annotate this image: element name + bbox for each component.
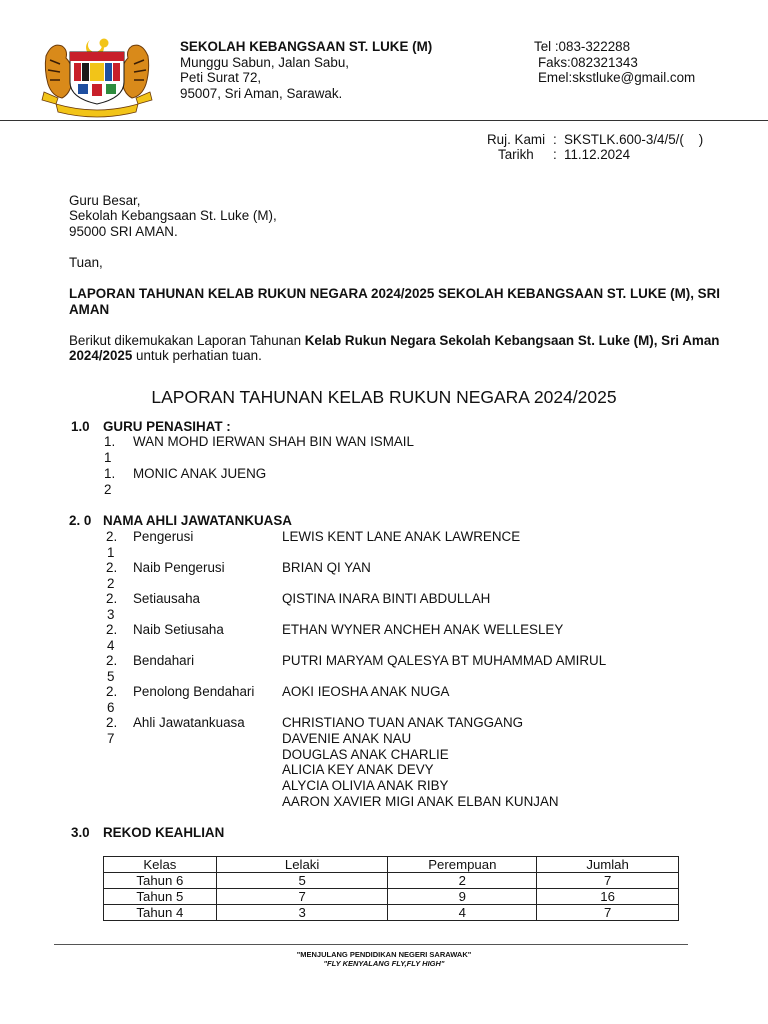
committee-4-role: Naib Setiusaha	[133, 622, 224, 637]
committee-5-subnum: 5	[107, 669, 115, 684]
committee-7-num: 2.	[106, 715, 118, 730]
committee-3-num: 2.	[106, 591, 118, 606]
table-row	[104, 889, 679, 905]
table-cell: Tahun 6	[104, 873, 217, 889]
table-cell: 9	[388, 889, 537, 905]
advisor-2-name: MONIC ANAK JUENG	[133, 466, 267, 481]
subject-line-1: LAPORAN TAHUNAN KELAB RUKUN NEGARA 2024/2025 SEKOLAH KEBANGSAAN ST. LUKE (M), SRI	[69, 286, 720, 301]
date-label: Tarikh	[498, 147, 534, 162]
committee-2-num: 2.	[106, 560, 118, 575]
committee-7-name-6: AARON XAVIER MIGI ANAK ELBAN KUNJAN	[282, 794, 559, 809]
section1-number: 1.0	[71, 419, 90, 434]
intro-line-1	[69, 333, 719, 349]
committee-7-name-1: CHRISTIANO TUAN ANAK TANGGANG	[282, 715, 524, 730]
intro-bold-year: 2024/2025	[69, 348, 133, 363]
school-name: SEKOLAH KEBANGSAAN ST. LUKE (M)	[180, 39, 433, 54]
section2-title: NAMA AHLI JAWATANKUASA	[103, 513, 292, 528]
advisor-1-name: WAN MOHD IERWAN SHAH BIN WAN ISMAIL	[133, 434, 414, 449]
footer-divider	[54, 944, 688, 945]
advisor-1-num: 1.	[104, 434, 116, 449]
fax: Faks:082321343	[538, 55, 638, 70]
membership-table	[103, 856, 679, 921]
table-header-cell: Lelaki	[216, 857, 388, 873]
table-cell: 7	[537, 905, 679, 921]
date-separator: :	[553, 147, 557, 162]
report-title: LAPORAN TAHUNAN KELAB RUKUN NEGARA 2024/2025	[151, 387, 617, 407]
recipient-line-3: 95000 SRI AMAN.	[69, 224, 178, 239]
table-header-row	[104, 857, 679, 873]
footer-slogan: "FLY KENYALANG FLY,FLY HIGH"	[323, 959, 445, 968]
section2-number: 2. 0	[69, 513, 92, 528]
intro-prefix: Berikut dikemukakan Laporan Tahunan	[69, 333, 305, 348]
header-divider	[0, 120, 768, 121]
address-line-1: Munggu Sabun, Jalan Sabu,	[180, 55, 349, 70]
table-row	[104, 905, 679, 921]
committee-6-name: AOKI IEOSHA ANAK NUGA	[282, 684, 450, 699]
committee-4-subnum: 4	[107, 638, 115, 653]
committee-1-name: LEWIS KENT LANE ANAK LAWRENCE	[282, 529, 521, 544]
email: Emel:skstluke@gmail.com	[538, 70, 696, 85]
committee-5-num: 2.	[106, 653, 118, 668]
reference-label: Ruj. Kami	[487, 132, 546, 147]
advisor-2-subnum: 2	[104, 482, 112, 497]
reference-separator: :	[553, 132, 557, 147]
committee-7-name-5: ALYCIA OLIVIA ANAK RIBY	[282, 778, 449, 793]
table-cell: 16	[537, 889, 679, 905]
committee-2-name: BRIAN QI YAN	[282, 560, 371, 575]
committee-3-role: Setiausaha	[133, 591, 201, 606]
committee-7-role: Ahli Jawatankuasa	[133, 715, 245, 730]
table-header-cell: Kelas	[104, 857, 217, 873]
table-cell: 7	[537, 873, 679, 889]
table-cell: Tahun 5	[104, 889, 217, 905]
committee-6-num: 2.	[106, 684, 118, 699]
recipient-line-2: Sekolah Kebangsaan St. Luke (M),	[69, 208, 277, 223]
table-cell: 7	[216, 889, 388, 905]
advisor-1-subnum: 1	[104, 450, 112, 465]
committee-5-name: PUTRI MARYAM QALESYA BT MUHAMMAD AMIRUL	[282, 653, 607, 668]
committee-1-subnum: 1	[107, 545, 115, 560]
committee-7-name-2: DAVENIE ANAK NAU	[282, 731, 412, 746]
table-row	[104, 873, 679, 889]
committee-3-name: QISTINA INARA BINTI ABDULLAH	[282, 591, 491, 606]
committee-7-name-4: ALICIA KEY ANAK DEVY	[282, 762, 434, 777]
address-line-3: 95007, Sri Aman, Sarawak.	[180, 86, 343, 101]
table-cell: Tahun 4	[104, 905, 217, 921]
section3-number: 3.0	[71, 825, 90, 840]
table-header-cell: Perempuan	[388, 857, 537, 873]
committee-5-role: Bendahari	[133, 653, 195, 668]
date-value: 11.12.2024	[564, 147, 631, 162]
address-line-2: Peti Surat 72,	[180, 70, 262, 85]
committee-7-subnum: 7	[107, 731, 115, 746]
committee-4-num: 2.	[106, 622, 118, 637]
telephone: Tel :083-322288	[534, 39, 631, 54]
table-header-cell: Jumlah	[537, 857, 679, 873]
table-cell: 2	[388, 873, 537, 889]
committee-3-subnum: 3	[107, 607, 115, 622]
committee-6-subnum: 6	[107, 700, 115, 715]
reference-value: SKSTLK.600-3/4/5/( )	[564, 132, 704, 147]
committee-6-role: Penolong Bendahari	[133, 684, 255, 699]
table-cell: 5	[216, 873, 388, 889]
committee-2-subnum: 2	[107, 576, 115, 591]
footer-motto: "MENJULANG PENDIDIKAN NEGERI SARAWAK"	[296, 950, 472, 959]
salutation: Tuan,	[69, 255, 103, 270]
committee-4-name: ETHAN WYNER ANCHEH ANAK WELLESLEY	[282, 622, 564, 637]
jata-negara-crest-logo	[38, 34, 156, 118]
table-cell: 3	[216, 905, 388, 921]
committee-1-role: Pengerusi	[133, 529, 194, 544]
committee-2-role: Naib Pengerusi	[133, 560, 225, 575]
intro-line-2	[69, 348, 262, 364]
intro-bold-club: Kelab Rukun Negara Sekolah Kebangsaan St. Luke (M), Sri Aman	[304, 333, 720, 348]
intro-suffix: untuk perhatian tuan.	[132, 348, 262, 363]
subject-line-2: AMAN	[69, 302, 110, 317]
committee-7-name-3: DOUGLAS ANAK CHARLIE	[282, 747, 449, 762]
advisor-2-num: 1.	[104, 466, 116, 481]
table-cell: 4	[388, 905, 537, 921]
section1-title: GURU PENASIHAT :	[103, 419, 231, 434]
section3-title: REKOD KEAHLIAN	[103, 825, 225, 840]
committee-1-num: 2.	[106, 529, 118, 544]
recipient-line-1: Guru Besar,	[69, 193, 141, 208]
